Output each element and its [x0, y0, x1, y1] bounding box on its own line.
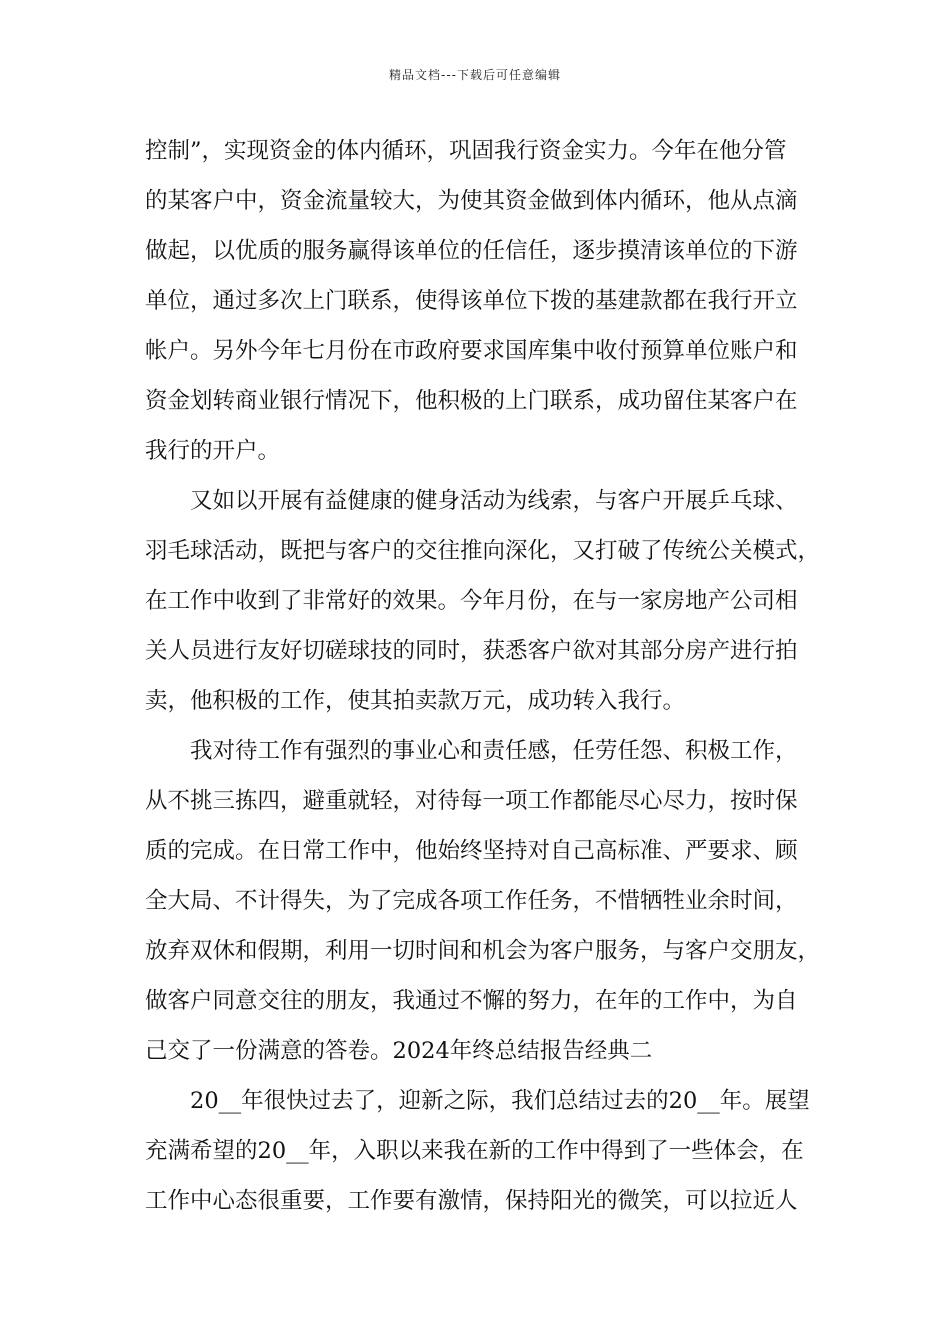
text-line: 充满希望的20__年，入职以来我在新的工作中得到了一些体会，在	[145, 1138, 804, 1164]
text-line: 全大局、不计得失，为了完成各项工作任务，不惜牺牲业余时间，	[145, 888, 798, 914]
text-line: 羽毛球活动，既把与客户的交往推向深化，又打破了传统公关模式，	[145, 538, 821, 564]
text-line: 20__年很快过去了，迎新之际，我们总结过去的20__年。展望	[190, 1088, 810, 1114]
text-line: 关人员进行友好切磋球技的同时，获悉客户欲对其部分房产进行拍	[145, 638, 798, 664]
text-line: 己交了一份满意的答卷。2024年终总结报告经典二	[145, 1038, 653, 1064]
text-line: 我对待工作有强烈的事业心和责任感，任劳任怨、积极工作，	[190, 738, 798, 764]
text-line: 我行的开户。	[145, 438, 281, 464]
text-line: 的某客户中，资金流量较大，为使其资金做到体内循环，他从点滴	[145, 188, 798, 214]
text-line: 卖，他积极的工作，使其拍卖款万元，成功转入我行。	[145, 688, 686, 714]
page-header: 精品文档---下载后可任意编辑	[389, 68, 561, 82]
document-body	[145, 126, 825, 1226]
text-line: 单位，通过多次上门联系，使得该单位下拨的基建款都在我行开立	[145, 288, 798, 314]
text-line: 控制”，实现资金的体内循环，巩固我行资金实力。今年在他分管	[145, 138, 787, 164]
text-line: 做起，以优质的服务赢得该单位的任信任，逐步摸清该单位的下游	[145, 238, 798, 264]
text-line: 工作中心态很重要，工作要有激情，保持阳光的微笑，可以拉近人	[145, 1188, 798, 1214]
text-line: 在工作中收到了非常好的效果。今年月份，在与一家房地产公司相	[145, 588, 798, 614]
text-line: 资金划转商业银行情况下，他积极的上门联系，成功留住某客户在	[145, 388, 798, 414]
text-line: 做客户同意交往的朋友，我通过不懈的努力，在年的工作中，为自	[145, 988, 798, 1014]
text-line: 放弃双休和假期，利用一切时间和机会为客户服务，与客户交朋友，	[145, 938, 821, 964]
text-line: 又如以开展有益健康的健身活动为线索，与客户开展乒乓球、	[190, 488, 798, 514]
text-line: 帐户。另外今年七月份在市政府要求国库集中收付预算单位账户和	[145, 338, 798, 364]
text-line: 质的完成。在日常工作中，他始终坚持对自己高标准、严要求、顾	[145, 838, 798, 864]
text-line: 从不挑三拣四，避重就轻，对待每一项工作都能尽心尽力，按时保	[145, 788, 798, 814]
